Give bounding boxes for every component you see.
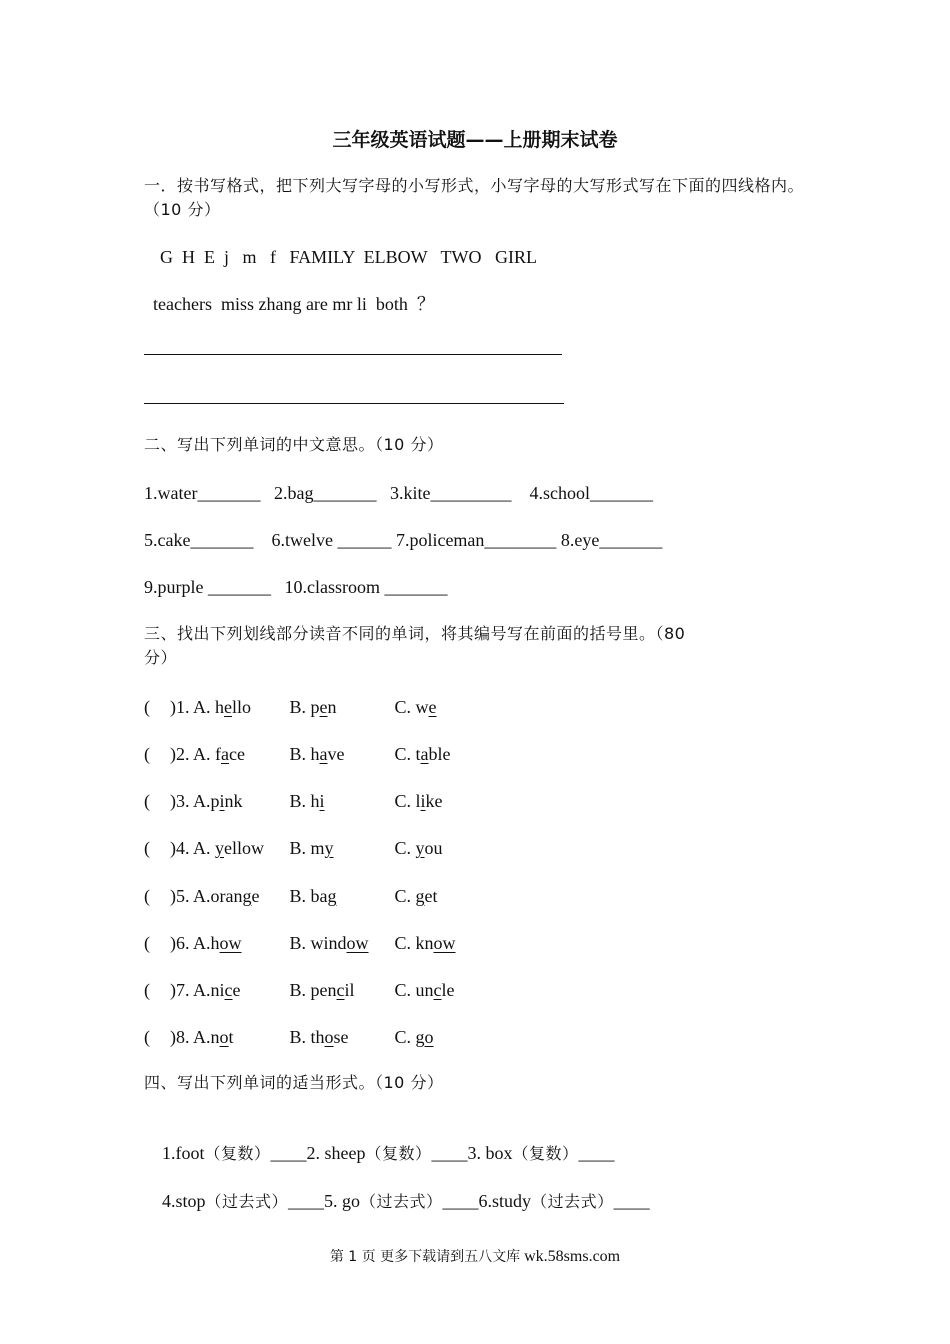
option-text: B. h xyxy=(289,791,320,811)
option-text: B. ba xyxy=(289,886,328,906)
option-b xyxy=(290,790,395,812)
section2-heading: 二、写出下列单词的中文意思。（10 分） xyxy=(144,435,444,454)
option-text: B. pen xyxy=(289,980,337,1000)
option-a xyxy=(190,790,290,812)
underlined-letters: o xyxy=(324,1027,334,1047)
option-c xyxy=(395,791,443,811)
option-text: il xyxy=(344,980,355,1000)
question-number: )5. xyxy=(170,886,190,906)
section1-letters: G H E j m f FAMILY ELBOW TWO GIRL xyxy=(160,247,537,267)
underlined-letters: o xyxy=(219,1027,229,1047)
underlined-letters: y xyxy=(324,838,334,858)
underlined-letters: o xyxy=(424,1027,434,1047)
underlined-letters: c xyxy=(433,980,442,1000)
section2-row-3: 9.purple _______ 10.classroom _______ xyxy=(144,577,448,597)
option-text: et xyxy=(424,886,438,906)
form-hint: （复数） xyxy=(204,1144,271,1163)
section4-row-2 xyxy=(144,1168,650,1235)
option-b xyxy=(290,932,395,954)
option-b xyxy=(290,979,395,1001)
answer-bracket[interactable]: ( xyxy=(144,791,150,811)
option-text: ou xyxy=(424,838,443,858)
option-b xyxy=(290,837,395,859)
underlined-letters: g xyxy=(242,886,252,906)
question-row xyxy=(144,932,456,954)
option-text: C. t xyxy=(394,744,421,764)
answer-bracket[interactable]: ( xyxy=(144,933,150,953)
underlined-letters: e xyxy=(428,697,437,717)
section1-heading-score: （10 分） xyxy=(144,200,221,219)
option-text: B. h xyxy=(289,744,320,764)
underlined-letters: c xyxy=(336,980,345,1000)
option-text: B. m xyxy=(289,838,325,858)
section3-heading-score: 分） xyxy=(144,648,178,667)
blank-and-word: ____2. sheep xyxy=(270,1143,366,1163)
option-text: ke xyxy=(425,791,443,811)
footer-site: wk.58sms.com xyxy=(520,1248,621,1265)
writing-line-1 xyxy=(144,354,562,355)
form-hint: （过去式） xyxy=(360,1192,443,1211)
option-text: ble xyxy=(428,744,451,764)
option-a xyxy=(190,837,290,859)
underlined-letters: i xyxy=(219,791,225,811)
option-c xyxy=(395,933,456,953)
option-text: C. un xyxy=(394,980,434,1000)
option-text: n xyxy=(327,697,337,717)
option-text: t xyxy=(228,1027,234,1047)
option-c xyxy=(395,697,437,717)
option-text: A. f xyxy=(189,744,221,764)
question-number: )6. xyxy=(170,933,190,953)
underlined-letters: g xyxy=(327,886,337,906)
section4-heading: 四、写出下列单词的适当形式。（10 分） xyxy=(144,1073,444,1092)
form-hint: （复数） xyxy=(512,1144,579,1163)
question-row xyxy=(144,1026,434,1048)
form-hint: （过去式） xyxy=(205,1192,289,1211)
question-row xyxy=(144,790,443,812)
option-c xyxy=(395,886,438,906)
option-a xyxy=(190,743,290,765)
section2-row-2: 5.cake_______ 6.twelve ______ 7.policeman________ 8.eye_______ xyxy=(144,530,663,550)
option-text: ellow xyxy=(224,838,265,858)
answer-bracket[interactable]: ( xyxy=(144,980,150,1000)
underlined-letters: y xyxy=(415,838,425,858)
word: 4.stop xyxy=(162,1191,206,1211)
answer-bracket[interactable]: ( xyxy=(144,697,150,717)
answer-bracket[interactable]: ( xyxy=(144,744,150,764)
answer-bracket[interactable]: ( xyxy=(144,1027,150,1047)
word: 1.foot xyxy=(162,1143,205,1163)
option-text: A.h xyxy=(189,933,220,953)
option-b xyxy=(290,885,395,907)
option-text: A. xyxy=(189,838,216,858)
option-text: ve xyxy=(327,744,345,764)
question-row xyxy=(144,696,437,718)
underlined-letters: y xyxy=(215,838,225,858)
option-a xyxy=(190,1026,290,1048)
option-a xyxy=(190,696,290,718)
option-text: A.p xyxy=(189,791,220,811)
question-row xyxy=(144,837,443,859)
page-footer xyxy=(0,1246,950,1266)
option-a xyxy=(190,932,290,954)
blank-and-word: ____6.study xyxy=(442,1191,532,1211)
writing-line-2 xyxy=(144,403,564,404)
option-text: llo xyxy=(232,697,252,717)
answer-blank: ____ xyxy=(578,1143,615,1163)
option-text: C. xyxy=(394,838,416,858)
underlined-letters: a xyxy=(221,744,229,764)
question-number: )3. xyxy=(170,791,190,811)
question-row xyxy=(144,743,451,765)
option-text: B. p xyxy=(289,697,320,717)
option-text: e xyxy=(251,886,260,906)
section2-row-1: 1.water_______ 2.bag_______ 3.kite_________ 4.school_______ xyxy=(144,483,653,503)
option-c xyxy=(395,744,451,764)
option-c xyxy=(395,980,455,1000)
option-text: le xyxy=(441,980,455,1000)
underlined-letters: i xyxy=(420,791,426,811)
option-c xyxy=(395,1027,434,1047)
footer-page-number: 第 1 页 xyxy=(329,1249,381,1265)
section3-heading: 三、找出下列划线部分读音不同的单词，将其编号写在前面的括号里。（80 xyxy=(144,624,686,643)
underlined-letters: e xyxy=(319,697,328,717)
underlined-letters: g xyxy=(415,886,425,906)
option-text: A.oran xyxy=(189,886,243,906)
answer-bracket[interactable]: ( xyxy=(144,838,150,858)
question-number: )7. xyxy=(170,980,190,1000)
underlined-letters: ow xyxy=(433,933,456,953)
question-number: )1. xyxy=(170,697,190,717)
answer-bracket[interactable]: ( xyxy=(144,886,150,906)
section1-sentence: teachers miss zhang are mr li both ？ xyxy=(153,294,435,314)
underlined-letters: c xyxy=(224,980,233,1000)
underlined-letters: ow xyxy=(219,933,242,953)
option-text: C. kn xyxy=(394,933,434,953)
option-c xyxy=(395,838,443,858)
option-a xyxy=(190,979,290,1001)
option-b xyxy=(290,1026,395,1048)
underlined-letters: a xyxy=(319,744,328,764)
option-text: nk xyxy=(224,791,243,811)
blank-and-word: ____3. box xyxy=(431,1143,513,1163)
option-text: C. xyxy=(394,886,416,906)
question-number: )2. xyxy=(170,744,190,764)
answer-blank: ____ xyxy=(613,1191,650,1211)
underlined-letters: ow xyxy=(346,933,369,953)
option-b xyxy=(290,696,395,718)
option-text: A. h xyxy=(189,697,225,717)
underlined-letters: e xyxy=(224,697,233,717)
option-text: A.n xyxy=(189,1027,220,1047)
underlined-letters: a xyxy=(420,744,429,764)
footer-download-note: 更多下载请到五八文库 xyxy=(380,1249,521,1265)
option-a xyxy=(190,885,290,907)
option-text: B. th xyxy=(289,1027,325,1047)
blank-and-word: ____5. go xyxy=(288,1191,361,1211)
option-text: e xyxy=(232,980,241,1000)
page-title: 三年级英语试题——上册期末试卷 xyxy=(332,129,618,151)
question-number: )4. xyxy=(170,838,190,858)
option-text: B. wind xyxy=(289,933,347,953)
form-hint: （过去式） xyxy=(531,1192,614,1211)
option-text: se xyxy=(333,1027,349,1047)
underlined-letters: i xyxy=(319,791,325,811)
option-text: C. w xyxy=(394,697,429,717)
form-hint: （复数） xyxy=(365,1144,432,1163)
option-b xyxy=(290,743,395,765)
option-text: ce xyxy=(229,744,245,764)
option-text: A.ni xyxy=(189,980,225,1000)
option-text: C. g xyxy=(394,1027,425,1047)
question-row xyxy=(144,885,438,907)
section1-heading: 一．按书写格式，把下列大写字母的小写形式，小写字母的大写形式写在下面的四线格内。 xyxy=(144,176,805,195)
option-text: C. l xyxy=(394,791,421,811)
question-row xyxy=(144,979,455,1001)
question-number: )8. xyxy=(170,1027,190,1047)
